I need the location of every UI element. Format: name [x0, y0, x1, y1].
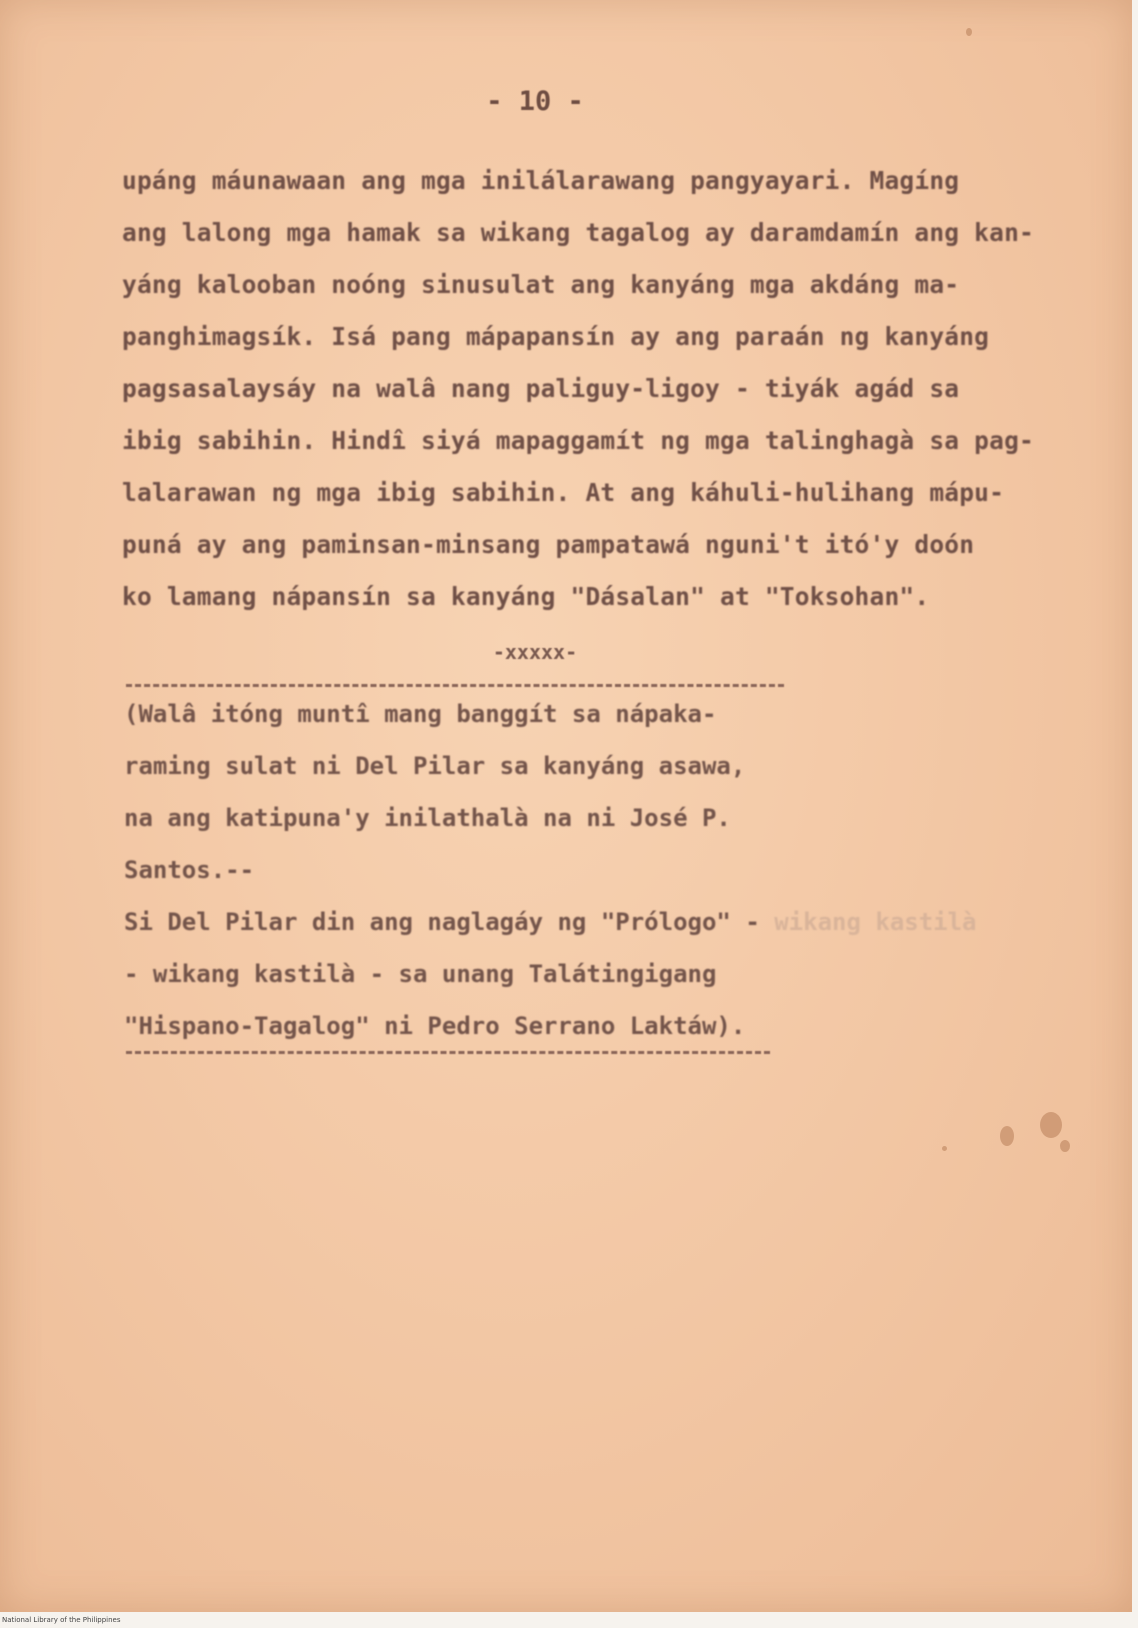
body-line: pagsasalaysáy na walâ nang paliguy-ligoy - tiyák agád sa — [122, 374, 960, 403]
body-line: ang lalong mga hamak sa wikang tagalog ay daramdamín ang kan- — [122, 218, 1034, 247]
body-line: lalarawan ng mga ibig sabihin. At ang káhuli-hulihang mápu- — [122, 478, 1005, 507]
note-line: na ang katipuna'y inilathalà na ni José P. — [124, 804, 731, 832]
footer-credit: National Library of the Philippines — [2, 1616, 121, 1624]
body-line: ibig sabihin. Hindî siyá mapaggamít ng mga talinghagà sa pag- — [122, 426, 1034, 455]
body-line: upáng máunawaan ang mga inilálarawang pangyayari. Magíng — [122, 166, 960, 195]
body-line: puná ay ang paminsan-minsang pampatawá nguni't itó'y doón — [122, 530, 975, 559]
faded-struck-text: wikang kastilà — [774, 908, 977, 936]
note-line: Santos.-- — [124, 856, 255, 884]
dashed-rule-bottom — [126, 1051, 770, 1054]
paper-stain — [1060, 1140, 1070, 1152]
note-line: (Walâ itóng muntî mang banggít sa nápaka- — [124, 700, 717, 728]
note-line — [124, 908, 977, 936]
dashed-rule-top — [126, 684, 784, 687]
section-divider-mark: -xxxxx- — [492, 640, 578, 664]
paper-stain — [1000, 1126, 1014, 1146]
note-line-text: Si Del Pilar din ang naglagáy ng "Prólogo" - — [124, 908, 760, 936]
body-line: panghimagsík. Isá pang mápapansín ay ang paraán ng kanyáng — [122, 322, 990, 351]
note-line: - wikang kastilà - sa unang Talátingigang — [124, 960, 717, 988]
paper-stain — [966, 28, 972, 36]
paper-stain — [942, 1146, 947, 1151]
body-line: ko lamang nápansín sa kanyáng "Dásalan" at "Toksohan". — [122, 582, 930, 611]
note-line: raming sulat ni Del Pilar sa kanyáng asawa, — [124, 752, 746, 780]
page-number: - 10 - — [486, 86, 584, 117]
note-line: "Hispano-Tagalog" ni Pedro Serrano Laktáw). — [124, 1012, 746, 1040]
paper-stain — [1040, 1112, 1062, 1138]
body-line: yáng kalooban noóng sinusulat ang kanyáng mga akdáng ma- — [122, 270, 960, 299]
